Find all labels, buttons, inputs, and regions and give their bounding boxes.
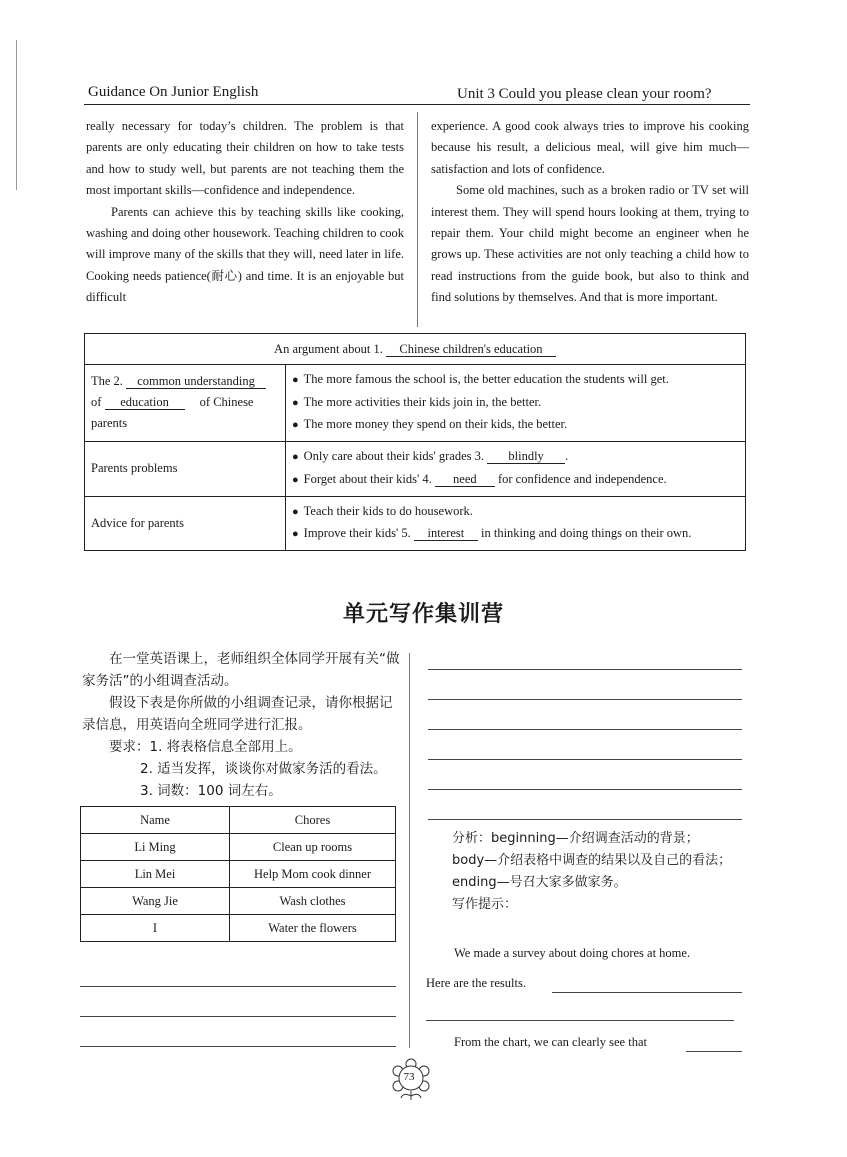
list-item: ● Forget about their kids' 4. need for confidence and independence. (292, 471, 667, 486)
list-item: ● The more famous the school is, the better education the students will get. (292, 372, 669, 386)
list-item: ● The more activities their kids join in, the better. (292, 394, 542, 409)
book-title: Guidance On Junior English (88, 84, 259, 100)
table-header-row (81, 807, 396, 834)
bullet-icon: ● (292, 451, 299, 463)
column-divider (417, 112, 418, 327)
writing-line[interactable] (80, 1046, 396, 1047)
list-item: ● Only care about their kids' grades 3. blindly . (292, 449, 569, 463)
task-paragraph: 在一堂英语课上，老师组织全体同学开展有关“做家务活”的小组调查活动。 (82, 651, 400, 689)
writing-line[interactable] (428, 759, 742, 760)
writing-line[interactable] (80, 986, 396, 987)
table-caption: An argument about 1. Chinese children's education (85, 334, 746, 365)
chore-table (80, 806, 396, 942)
writing-line[interactable] (428, 669, 742, 670)
page-number: 73 (403, 1071, 415, 1083)
row-label: Advice for parents (85, 496, 286, 550)
writing-line[interactable] (686, 1051, 742, 1052)
requirement: 要求：1. 将表格信息全部用上。 (109, 739, 302, 755)
column-header: Chores (230, 807, 396, 834)
list-item: ● Teach their kids to do housework. (292, 503, 473, 518)
row-items (286, 441, 746, 496)
table-row: Li Ming Clean up rooms (81, 834, 396, 861)
task-paragraph: 假设下表是你所做的小组调查记录，请你根据记录信息，用英语向全班同学进行汇报。 (82, 695, 393, 733)
table-row: Wang Jie Wash clothes (81, 888, 396, 915)
bullet-icon: ● (292, 419, 299, 431)
answer-blank-1: Chinese children's education (386, 342, 556, 357)
hint-sentence: From the chart, we can clearly see that (454, 1035, 647, 1049)
writing-line[interactable] (552, 992, 742, 993)
row-label: The 2. common understanding of education of Chinese parents (85, 365, 286, 442)
bullet-icon: ● (292, 396, 299, 409)
answer-blank-3: blindly (487, 449, 565, 464)
analysis-block (426, 828, 748, 916)
writing-line[interactable] (428, 729, 742, 730)
answer-blank-2: common understanding (126, 374, 266, 389)
answer-blank-2b: education (105, 395, 185, 410)
paragraph: really necessary for today’s children. The problem is that parents are only educating their children on how to take tests and how to study well, but parents are not teaching them the most important skills—confidence and independence. (86, 119, 404, 198)
answer-blank-5: interest (414, 526, 478, 541)
analysis-line: ending—号召大家多做家务。 (452, 875, 627, 890)
column-header: Name (81, 807, 230, 834)
hint-label: 写作提示： (452, 897, 518, 912)
margin-mark (16, 40, 17, 190)
argument-table (84, 333, 746, 551)
hint-sentence: Here are the results. (426, 976, 526, 990)
writing-line[interactable] (426, 1020, 734, 1021)
bullet-icon: ● (292, 374, 299, 386)
paragraph: Parents can achieve this by teaching skills like cooking, washing and doing other housework. Teaching children to cook will improve many of the skills that they will, need later in life. Cooking needs patience(耐心) and time. It is an enjoyable but difficult (86, 204, 404, 305)
row-items (286, 496, 746, 550)
table-row: I Water the flowers (81, 915, 396, 942)
bullet-icon: ● (292, 528, 299, 540)
column-divider (409, 653, 410, 1048)
writing-task (82, 648, 404, 802)
hint-sentence: We made a survey about doing chores at home. (454, 946, 691, 960)
list-item: ● Improve their kids' 5. interest in thinking and doing things on their own. (292, 526, 692, 540)
writing-line[interactable] (428, 819, 742, 820)
reading-right-column (431, 116, 749, 309)
reading-left-column (86, 116, 404, 309)
section-title: 单元写作集训营 (342, 601, 504, 627)
requirement: 3. 词数：100 词左右。 (140, 783, 282, 799)
analysis-line: body—介绍表格中调查的结果以及自己的看法； (452, 853, 732, 868)
bullet-icon: ● (292, 473, 299, 486)
writing-line[interactable] (428, 699, 742, 700)
row-label: Parents problems (85, 441, 286, 496)
header-rule (84, 104, 750, 105)
requirement: 2. 适当发挥，谈谈你对做家务活的看法。 (140, 761, 387, 777)
unit-title: Unit 3 Could you please clean your room? (457, 86, 712, 102)
bullet-icon: ● (292, 505, 299, 518)
analysis-line: 分析：beginning—介绍调查活动的背景； (452, 831, 699, 846)
paragraph: Some old machines, such as a broken radio or TV set will interest them. They will spend hours looking at them, trying to repair them. Your child might become an engineer when he grows up. These activities are not only teaching a child how to read instructions from the guide book, but also to think and find solutions by themselves. And that is more important. (431, 183, 749, 305)
list-item: ● The more money they spend on their kids, the better. (292, 417, 568, 431)
writing-line[interactable] (80, 1016, 396, 1017)
answer-blank-4: need (435, 472, 495, 487)
table-row: Lin Mei Help Mom cook dinner (81, 861, 396, 888)
paragraph: experience. A good cook always tries to improve his cooking because his result, a delicious meal, will give him much—satisfaction and lots of confidence. (431, 119, 749, 176)
row-items (286, 365, 746, 442)
writing-line[interactable] (428, 789, 742, 790)
